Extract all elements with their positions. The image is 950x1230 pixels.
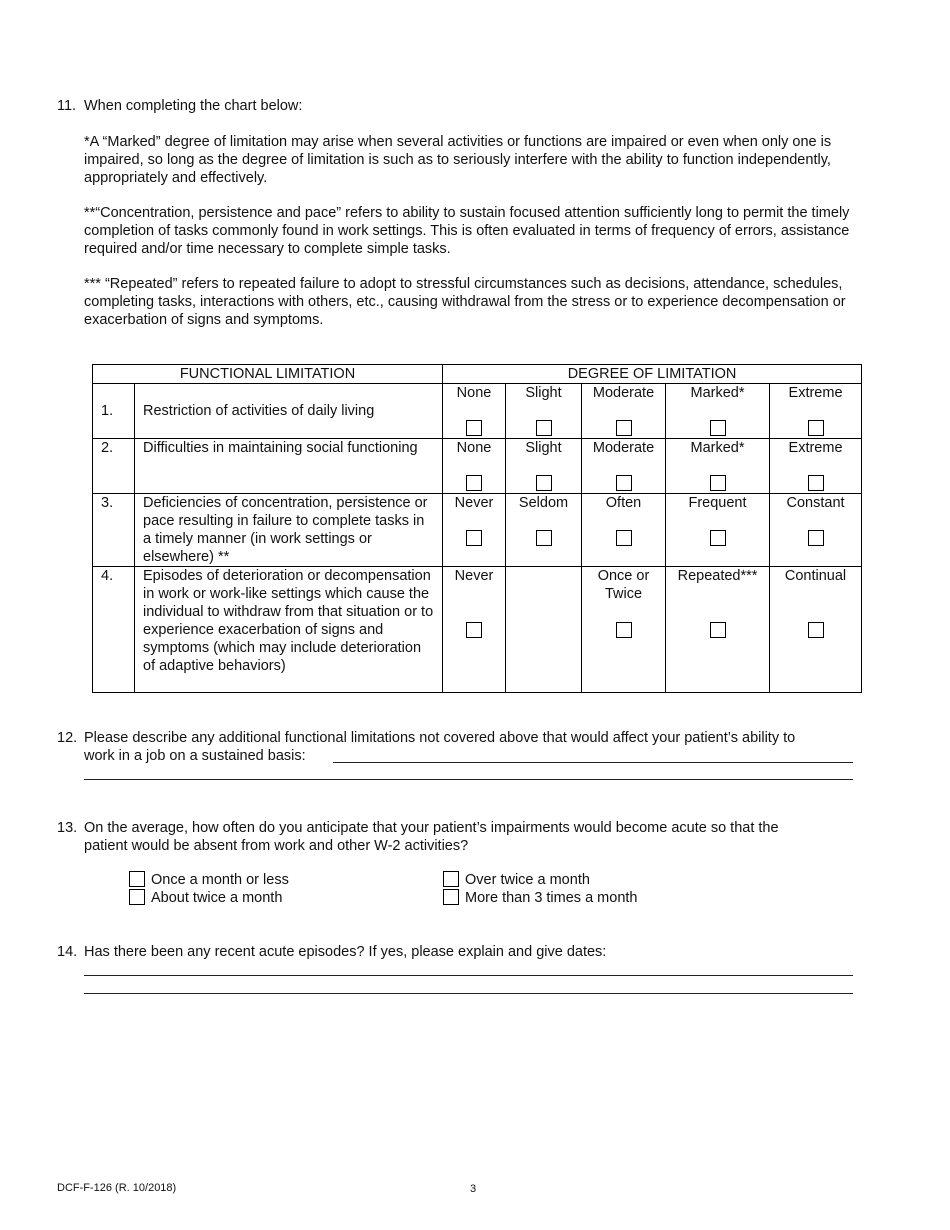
q12-answer-line-2[interactable] xyxy=(84,779,853,780)
option-more-than-3-times[interactable] xyxy=(443,889,637,907)
option-label: None xyxy=(456,385,492,401)
form-id: DCF-F-126 (R. 10/2018) xyxy=(57,1182,177,1194)
row-number: 2. xyxy=(93,439,135,494)
option-label: Extreme xyxy=(788,385,843,401)
option-label: Marked* xyxy=(690,385,745,401)
option-label: About twice a month xyxy=(151,890,283,906)
q14-text: Has there been any recent acute episodes? If yes, please explain and give dates: xyxy=(84,944,607,960)
option-once-a-month[interactable] xyxy=(129,871,289,889)
header-functional-limitation: FUNCTIONAL LIMITATION xyxy=(93,365,443,384)
checkbox[interactable] xyxy=(710,622,726,638)
note-concentration: **“Concentration, persistence and pace” refers to ability to sustain focused attention sufficiently long to permit the timely completion of tasks commonly found in work settings. This is often evaluated in terms of frequency of errors, assistance required and/or time necessary to complete simple tasks. xyxy=(84,205,850,257)
checkbox[interactable] xyxy=(466,475,482,491)
row-number: 3. xyxy=(93,494,135,567)
q11-number: 11. xyxy=(57,98,77,114)
checkbox[interactable] xyxy=(129,889,145,905)
checkbox[interactable] xyxy=(466,530,482,546)
checkbox[interactable] xyxy=(536,475,552,491)
option-label: None xyxy=(456,440,492,456)
checkbox[interactable] xyxy=(808,475,824,491)
checkbox[interactable] xyxy=(616,475,632,491)
checkbox[interactable] xyxy=(710,475,726,491)
option-label: Never xyxy=(454,495,494,511)
row-description: Difficulties in maintaining social functioning xyxy=(135,439,443,494)
table-row xyxy=(93,494,862,567)
q12-text-line1: Please describe any additional functional limitations not covered above that would affect your patient’s ability to xyxy=(84,730,796,746)
option-label: Seldom xyxy=(518,495,569,511)
option-label: Over twice a month xyxy=(465,872,590,888)
q14-number: 14. xyxy=(57,944,78,960)
q12-text-line2: work in a job on a sustained basis: xyxy=(84,748,306,764)
table-row xyxy=(93,384,862,439)
row-description: Restriction of activities of daily living xyxy=(135,384,443,439)
limitations-table xyxy=(92,364,862,693)
note-marked: *A “Marked” degree of limitation may arise when several activities or functions are impaired or even when only one is impaired, so long as the degree of limitation is such as to seriously interfere with the ability to function independently, appropriately and effectively. xyxy=(84,134,832,186)
checkbox[interactable] xyxy=(710,530,726,546)
option-label: Slight xyxy=(525,440,562,456)
checkbox[interactable] xyxy=(466,622,482,638)
option-label: Moderate xyxy=(592,440,655,456)
option-label: Repeated*** xyxy=(677,568,758,584)
page-number: 3 xyxy=(470,1183,477,1195)
checkbox[interactable] xyxy=(710,420,726,436)
checkbox[interactable] xyxy=(466,420,482,436)
row-description: Deficiencies of concentration, persistence or pace resulting in failure to complete tasks in a timely manner (in work settings or elsewhere) ** xyxy=(135,494,443,567)
checkbox[interactable] xyxy=(808,530,824,546)
row-number: 4. xyxy=(93,567,135,693)
checkbox[interactable] xyxy=(616,530,632,546)
option-label: Once a month or less xyxy=(151,872,289,888)
checkbox[interactable] xyxy=(536,530,552,546)
option-label: Often xyxy=(605,495,642,511)
q12-answer-line-1[interactable] xyxy=(333,762,853,763)
checkbox[interactable] xyxy=(616,420,632,436)
option-label: Once or Twice xyxy=(597,568,650,602)
q12-number: 12. xyxy=(57,730,78,746)
option-label: Constant xyxy=(786,495,845,511)
option-label: Frequent xyxy=(688,495,747,511)
table-row xyxy=(93,567,862,693)
option-label: Marked* xyxy=(690,440,745,456)
option-label: Slight xyxy=(525,385,562,401)
option-about-twice-a-month[interactable] xyxy=(129,889,282,907)
q11-intro: When completing the chart below: xyxy=(84,98,303,114)
q13-number: 13. xyxy=(57,820,78,836)
q14-answer-line-1[interactable] xyxy=(84,975,853,976)
checkbox[interactable] xyxy=(808,420,824,436)
note-repeated: *** “Repeated” refers to repeated failure to adopt to stressful circumstances such as decisions, attendance, schedules, completing tasks, interactions with others, etc., causing withdrawal from the stress or to experience decompensation or exacerbation of signs and symptoms. xyxy=(84,276,846,328)
option-label: Extreme xyxy=(788,440,843,456)
option-label: More than 3 times a month xyxy=(465,890,638,906)
table-row xyxy=(93,439,862,494)
row-number: 1. xyxy=(93,384,135,439)
table-header-row xyxy=(93,365,862,384)
option-label: Moderate xyxy=(592,385,655,401)
option-over-twice-a-month[interactable] xyxy=(443,871,590,889)
checkbox[interactable] xyxy=(443,889,459,905)
row-description: Episodes of deterioration or decompensation in work or work-like settings which cause the individual to withdraw from that situation or to experience exacerbation of signs and symptoms (which may include deterioration of adaptive behaviors) xyxy=(135,567,443,693)
checkbox[interactable] xyxy=(536,420,552,436)
q14-answer-line-2[interactable] xyxy=(84,993,853,994)
checkbox[interactable] xyxy=(808,622,824,638)
checkbox[interactable] xyxy=(129,871,145,887)
checkbox[interactable] xyxy=(616,622,632,638)
checkbox[interactable] xyxy=(443,871,459,887)
q13-text: On the average, how often do you anticipate that your patient’s impairments would become acute so that the patient would be absent from work and other W-2 activities? xyxy=(84,820,779,854)
option-label: Continual xyxy=(784,568,847,584)
option-label: Never xyxy=(454,568,494,584)
header-degree-of-limitation: DEGREE OF LIMITATION xyxy=(443,365,862,384)
